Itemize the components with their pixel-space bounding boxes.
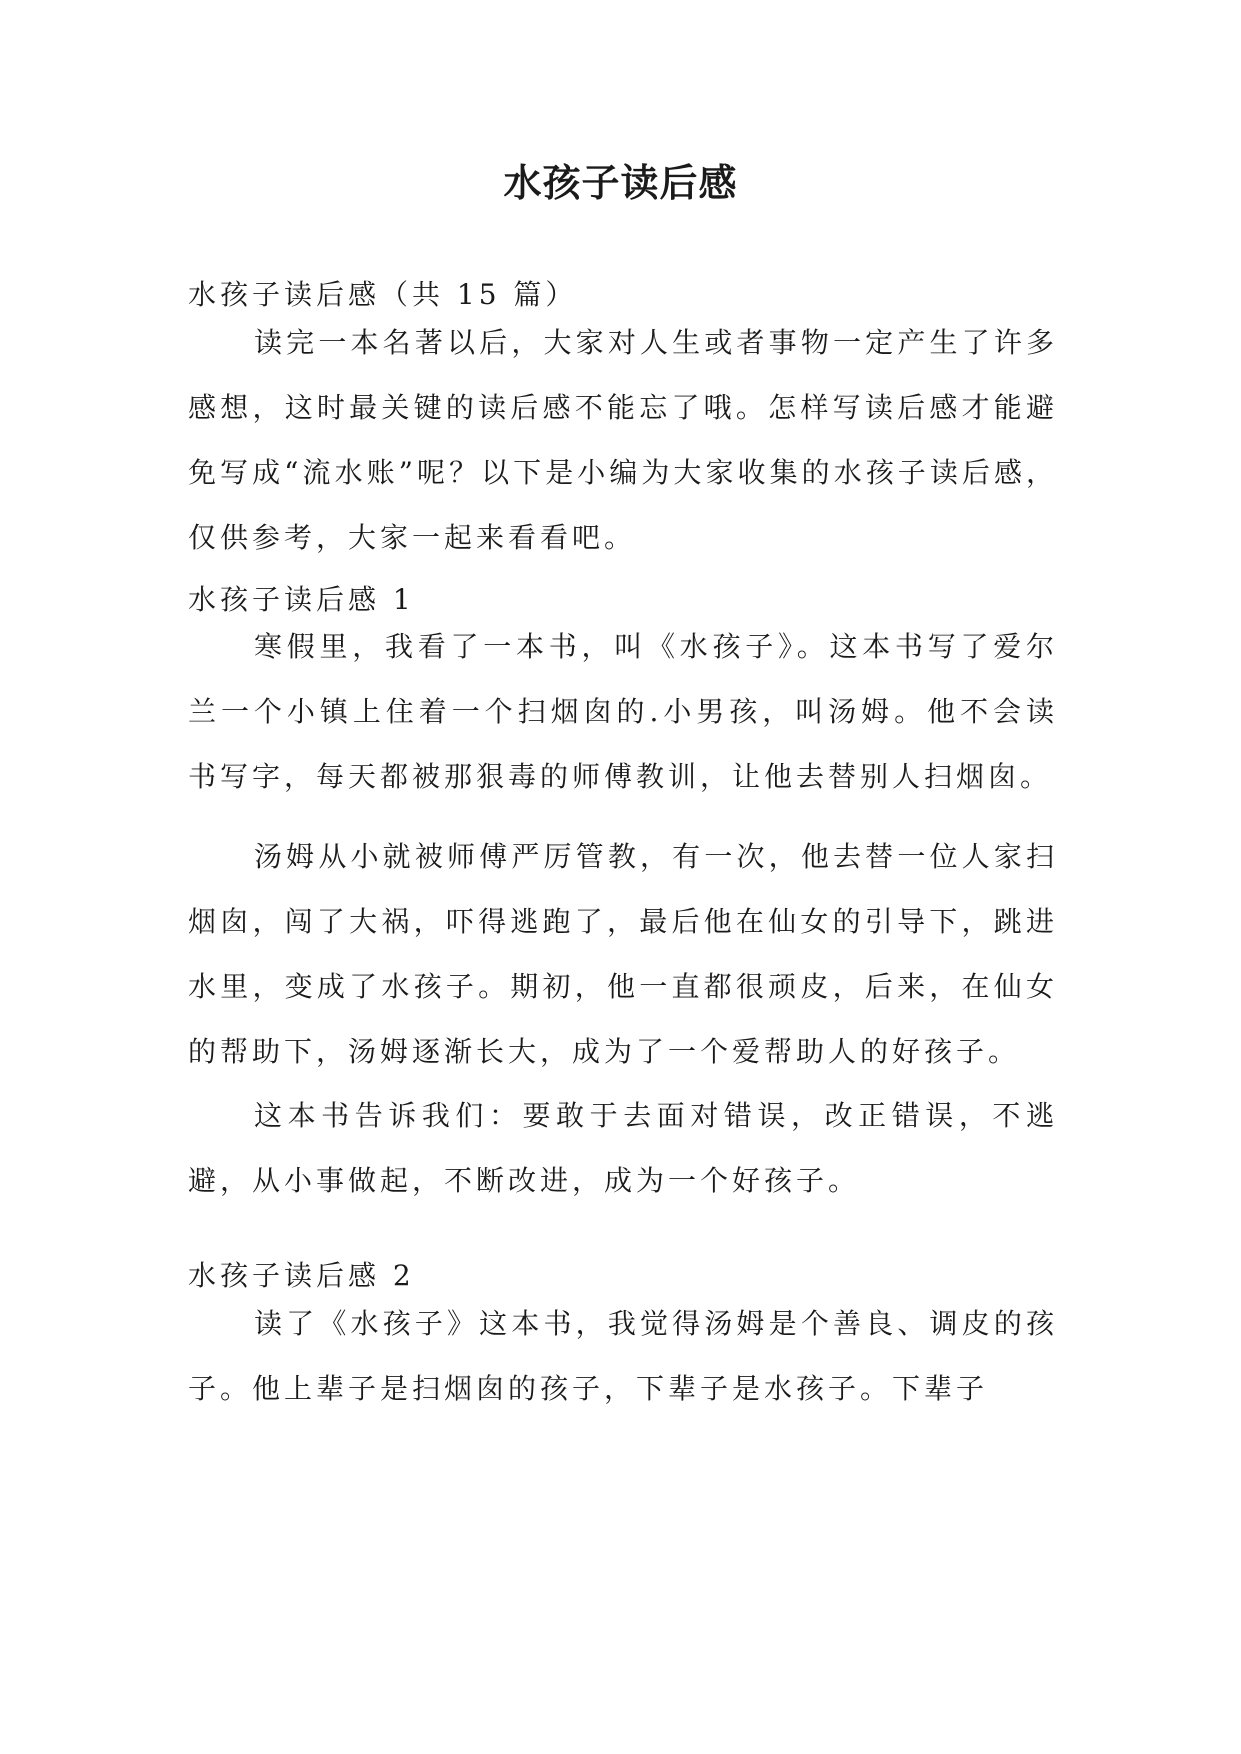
section-1-paragraph-3: 这本书告诉我们：要敢于去面对错误，改正错误，不逃避，从小事做起，不断改进，成为一个好孩子。: [188, 1099, 1058, 1197]
intro-paragraph: 读完一本名著以后，大家对人生或者事物一定产生了许多感想，这时最关键的读后感不能忘了哦。怎样写读后感才能避免写成“流水账”呢？以下是小编为大家收集的水孩子读后感，仅供参考，大家一起来看看吧。: [188, 326, 1058, 554]
section-heading-2: 水孩子读后感 2: [188, 1259, 415, 1292]
section-1-paragraph-2: 汤姆从小就被师傅严厉管教，有一次，他去替一位人家扫烟囱，闯了大祸，吓得逃跑了，最后他在仙女的引导下，跳进水里，变成了水孩子。期初，他一直都很顽皮，后来，在仙女的帮助下，汤姆逐渐长大，成为了一个爱帮助人的好孩子。: [188, 840, 1058, 1068]
section-1-paragraph-1: 寒假里，我看了一本书，叫《水孩子》。这本书写了爱尔兰一个小镇上住着一个扫烟囱的.小男孩，叫汤姆。他不会读书写字，每天都被那狠毒的师傅教训，让他去替别人扫烟囱。: [188, 630, 1058, 793]
section-heading-1: 水孩子读后感 1: [188, 583, 415, 616]
intro-heading: 水孩子读后感（共 15 篇）: [188, 278, 578, 311]
section-2-paragraph-1: 读了《水孩子》这本书，我觉得汤姆是个善良、调皮的孩子。他上辈子是扫烟囱的孩子，下辈子是水孩子。下辈子: [188, 1307, 1058, 1405]
document-title: 水孩子读后感: [503, 161, 738, 205]
